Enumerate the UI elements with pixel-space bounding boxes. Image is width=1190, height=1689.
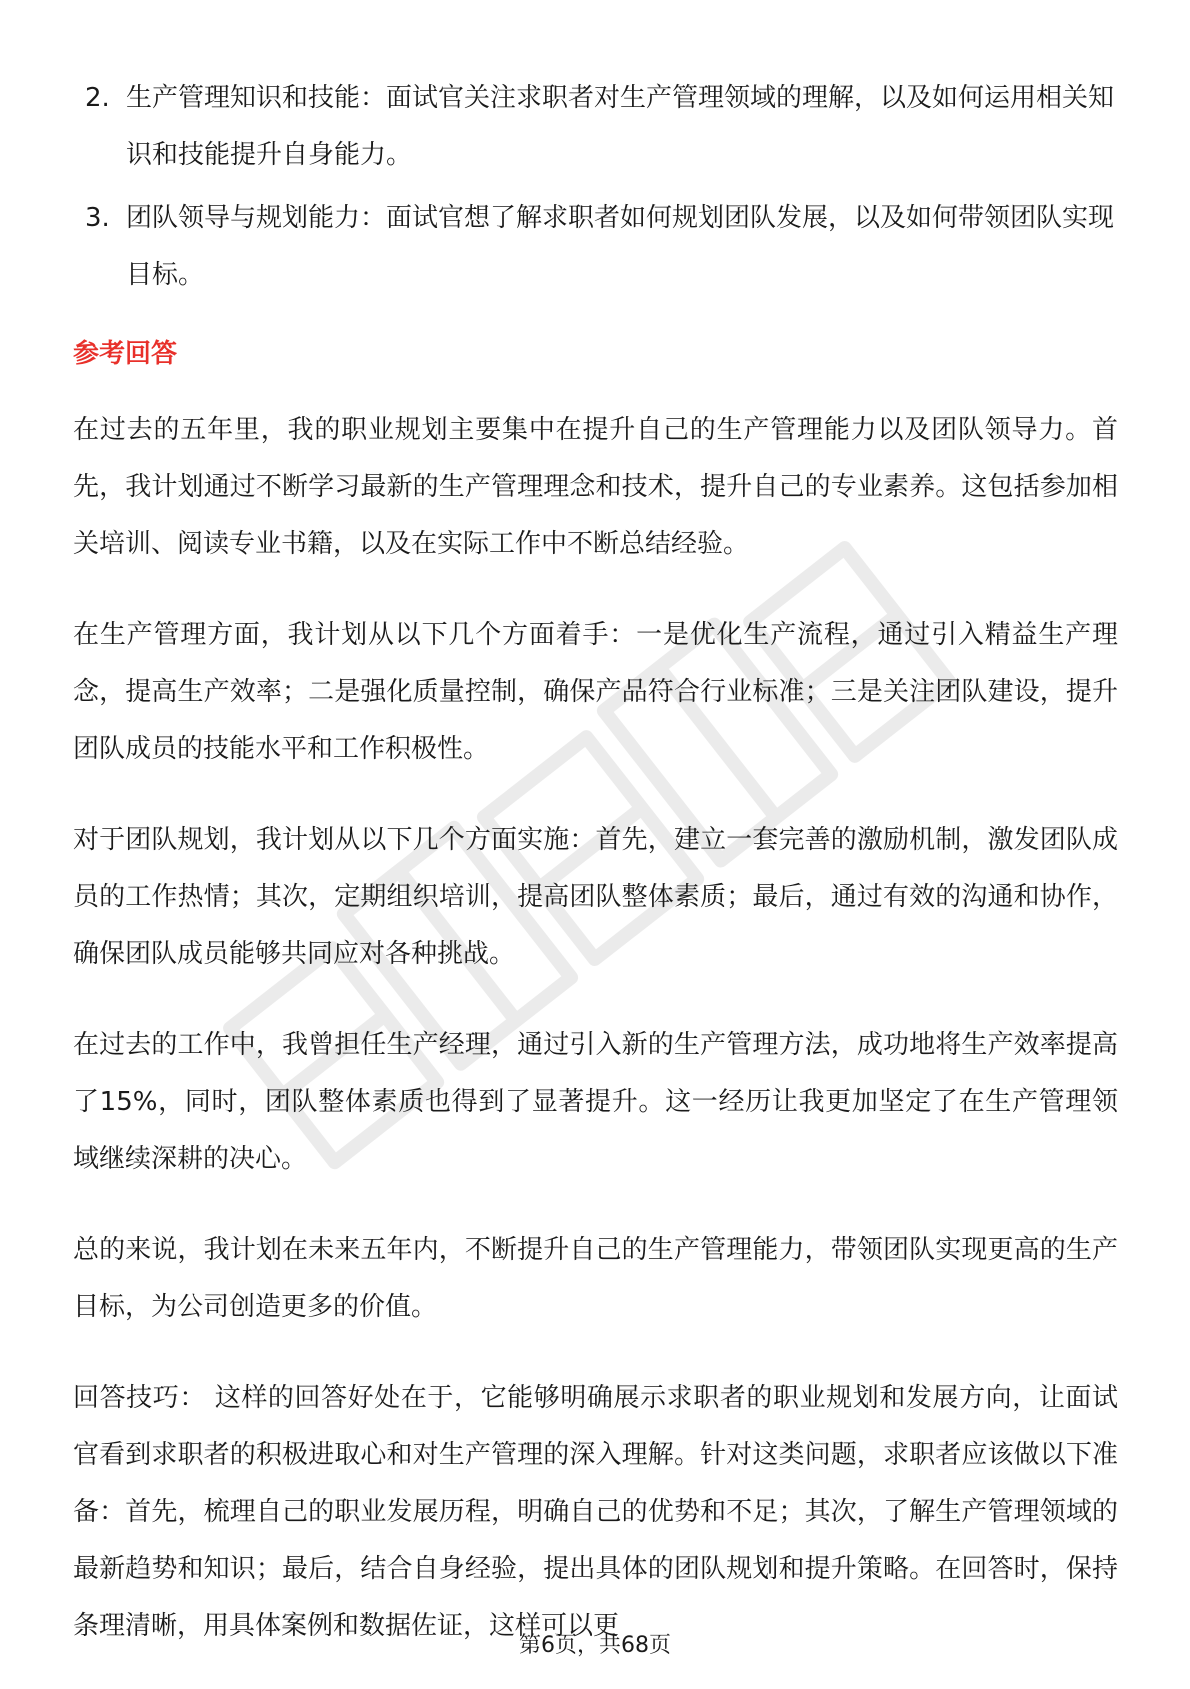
list-item-text: 生产管理知识和技能：面试官关注求职者对生产管理领域的理解，以及如何运用相关知识和技能提升自身能力。 — [126, 83, 1115, 170]
paragraph: 在生产管理方面，我计划从以下几个方面着手：一是优化生产流程，通过引入精益生产理念，提高生产效率；二是强化质量控制，确保产品符合行业标准；三是关注团队建设，提升团队成员的技能水平和工作积极性。 — [73, 620, 1118, 764]
paragraph: 总的来说，我计划在未来五年内，不断提升自己的生产管理能力，带领团队实现更高的生产目标，为公司创造更多的价值。 — [73, 1235, 1118, 1322]
list-item-number: 2. — [85, 83, 110, 113]
paragraph: 在过去的五年里，我的职业规划主要集中在提升自己的生产管理能力以及团队领导力。首先，我计划通过不断学习最新的生产管理理念和技术，提升自己的专业素养。这包括参加相关培训、阅读专业书籍，以及在实际工作中不断总结经验。 — [73, 415, 1118, 559]
paragraph: 回答技巧： 这样的回答好处在于，它能够明确展示求职者的职业规划和发展方向，让面试官看到求职者的积极进取心和对生产管理的深入理解。针对这类问题，求职者应该做以下准备：首先，梳理自己的职业发展历程，明确自己的优势和不足；其次，了解生产管理领域的最新趋势和知识；最后，结合自身经验，提出具体的团队规划和提升策略。在回答时，保持条理清晰，用具体案例和数据佐证，这样可以更 — [73, 1383, 1118, 1641]
list-item — [73, 70, 1118, 184]
list-item — [73, 190, 1118, 304]
list-item-number: 3. — [85, 203, 110, 233]
list-item-text: 团队领导与规划能力：面试官想了解求职者如何规划团队发展，以及如何带领团队实现目标。 — [126, 203, 1115, 290]
section-heading: 参考回答 — [73, 339, 178, 369]
paragraph: 对于团队规划，我计划从以下几个方面实施：首先，建立一套完善的激励机制，激发团队成员的工作热情；其次，定期组织培训，提高团队整体素质；最后，通过有效的沟通和协作，确保团队成员能够共同应对各种挑战。 — [73, 825, 1118, 969]
paragraph: 在过去的工作中，我曾担任生产经理，通过引入新的生产管理方法，成功地将生产效率提高了15%，同时，团队整体素质也得到了显著提升。这一经历让我更加坚定了在生产管理领域继续深耕的决心。 — [73, 1030, 1118, 1174]
content-area — [73, 70, 1118, 1689]
page-footer: 第6页，共68页 — [519, 1633, 671, 1658]
